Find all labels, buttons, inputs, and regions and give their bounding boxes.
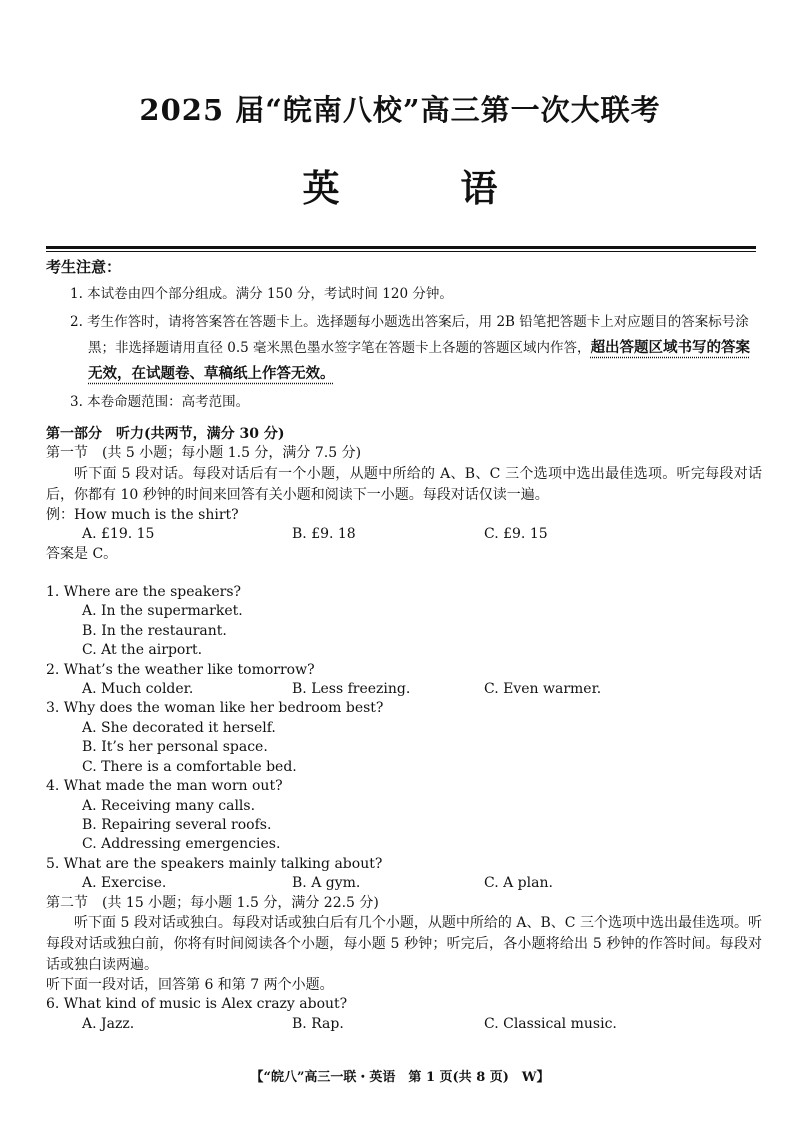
option-b: B. Rap. xyxy=(292,1015,344,1032)
question-1: 1. Where are the speakers? xyxy=(46,584,242,601)
option-c: C. There is a comfortable bed. xyxy=(82,758,297,775)
question-2: 2. What’s the weather like tomorrow? xyxy=(46,661,315,678)
header-divider-thin xyxy=(46,251,756,252)
option-a: A. In the supermarket. xyxy=(82,603,243,620)
notice-item xyxy=(70,309,760,387)
option-c: C. Addressing emergencies. xyxy=(82,836,281,853)
option-a: A. She decorated it herself. xyxy=(82,719,276,736)
notice-emphasis: 超出答题区域书写的答案无效，在试题卷、草稿纸上作答无效。 xyxy=(88,339,751,382)
question-5-options xyxy=(46,874,762,893)
question-5: 5. What are the speakers mainly talking about? xyxy=(46,855,383,872)
option-c: C. £9. 15 xyxy=(484,526,548,543)
section2-heading: 第二节 (共 15 小题；每小题 1.5 分，满分 22.5 分) xyxy=(46,894,379,911)
option-c: C. Even warmer. xyxy=(484,681,602,698)
section1-instructions: 听下面 5 段对话。每段对话后有一个小题，从题中所给的 A、B、C 三个选项中选出最佳选项。听完每段对话后，你都有 10 秒钟的时间来回答有关小题和阅读下一小题。每段对话仅读一遍。 xyxy=(46,465,762,503)
example-question: 例：How much is the shirt? xyxy=(46,506,239,523)
subject-title: 英 语 xyxy=(302,166,552,210)
section2-lead: 听下面一段对话，回答第 6 和第 7 两个小题。 xyxy=(46,976,334,993)
notice-item-text: 2. 考生作答时，请将答案答在答题卡上。选择题每小题选出答案后，用 2B 铅笔把答题卡上对应题目的答案标号涂黑；非选择题请用直径 0.5 毫米黑色墨水签字笔在答题卡上各题的答题区域内作答， xyxy=(70,314,749,356)
option-b: B. It’s her personal space. xyxy=(82,739,268,756)
option-b: B. A gym. xyxy=(292,875,361,892)
notice-heading: 考生注意： xyxy=(46,258,122,276)
spacer xyxy=(46,564,762,583)
notice-list xyxy=(70,281,760,417)
example-options xyxy=(46,525,762,544)
option-c: C. A plan. xyxy=(484,875,553,892)
listening-part xyxy=(46,425,762,1034)
question-6: 6. What kind of music is Alex crazy about? xyxy=(46,996,348,1013)
part-heading: 第一部分 听力(共两节，满分 30 分) xyxy=(46,426,285,442)
option-b: B. £9. 18 xyxy=(292,526,356,543)
question-2-options xyxy=(46,680,762,699)
example-answer: 答案是 C。 xyxy=(46,545,118,562)
header-divider xyxy=(46,246,756,249)
option-a: A. Jazz. xyxy=(82,1015,135,1032)
section2-instructions: 听下面 5 段对话或独白。每段对话或独白后有几个小题，从题中所给的 A、B、C 三个选项中选出最佳选项。听每段对话或独白前，你将有时间阅读各个小题，每小题 5 秒钟；听完后，各小题将给出 5 秒钟的作答时间。每段对话或独白读两遍。 xyxy=(46,914,762,973)
notice-item: 1. 本试卷由四个部分组成。满分 150 分，考试时间 120 分钟。 xyxy=(70,286,453,302)
option-a: A. Receiving many calls. xyxy=(82,797,256,814)
question-4: 4. What made the man worn out? xyxy=(46,778,283,795)
question-3: 3. Why does the woman like her bedroom best? xyxy=(46,700,384,717)
notice-item: 3. 本卷命题范围：高考范围。 xyxy=(70,394,250,410)
option-c: C. Classical music. xyxy=(484,1015,617,1032)
option-b: B. In the restaurant. xyxy=(82,622,227,639)
option-a: A. £19. 15 xyxy=(82,526,155,543)
option-b: B. Less freezing. xyxy=(292,681,411,698)
exam-title: 2025 届“皖南八校”高三第一次大联考 xyxy=(139,93,661,127)
option-a: A. Much colder. xyxy=(82,681,194,698)
option-c: C. At the airport. xyxy=(82,642,203,659)
page-footer: 【“皖八”高三一联・英语 第 1 页(共 8 页) W】 xyxy=(250,1070,550,1085)
section1-heading: 第一节 (共 5 小题；每小题 1.5 分，满分 7.5 分) xyxy=(46,445,362,462)
question-6-options xyxy=(46,1015,762,1034)
option-a: A. Exercise. xyxy=(82,875,167,892)
option-b: B. Repairing several roofs. xyxy=(82,816,272,833)
